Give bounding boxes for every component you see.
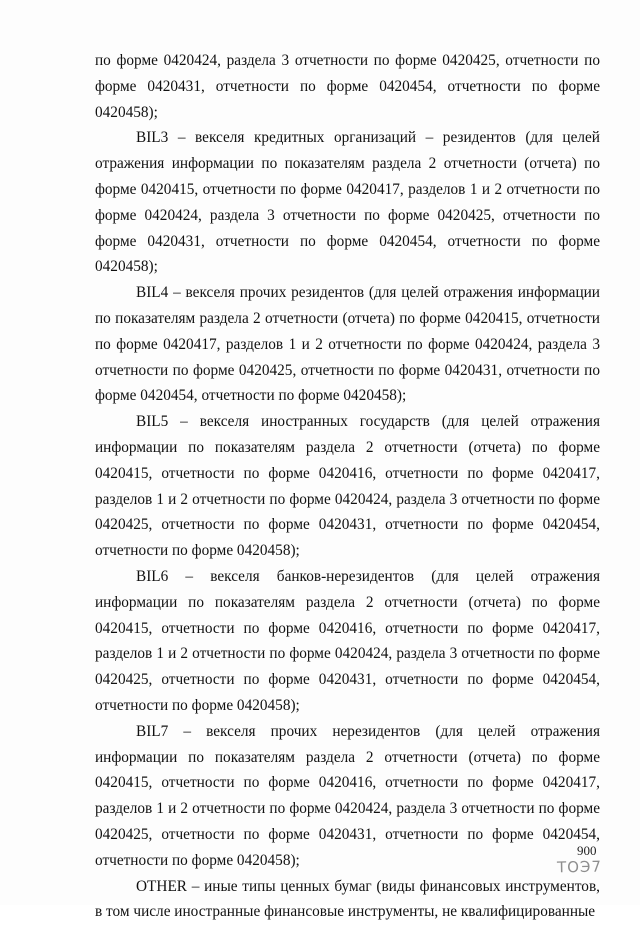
paragraph-bil6: BIL6 – векселя банков-нерезидентов (для целей отражения информации по показателям раздела 2 отчетности (отчета) по форме 0420415, отчетности по форме 0420416, отчетности по форме 0420417, разделов 1 и 2 отчетности по форме 0420424, раздела 3 отчетности по форме 0420425, отчетности по форме 0420431, отчетности по форме 0420454, отчетности по форме 0420458);	[95, 564, 600, 719]
paragraph-bil5: BIL5 – векселя иностранных государств (для целей отражения информации по показателям раздела 2 отчетности (отчета) по форме 0420415, отчетности по форме 0420416, отчетности по форме 0420417, разделов 1 и 2 отчетности по форме 0420424, раздела 3 отчетности по форме 0420425, отчетности по форме 0420431, отчетности по форме 0420454, отчетности по форме 0420458);	[95, 409, 600, 564]
document-body	[95, 48, 600, 925]
page-number: 900	[577, 843, 597, 859]
paragraph-bil7: BIL7 – векселя прочих нерезидентов (для целей отражения информации по показателям раздела 2 отчетности (отчета) по форме 0420415, отчетности по форме 0420416, отчетности по форме 0420417, разделов 1 и 2 отчетности по форме 0420424, раздела 3 отчетности по форме 0420425, отчетности по форме 0420431, отчетности по форме 0420454, отчетности по форме 0420458);	[95, 719, 600, 874]
paragraph-other: OTHER – иные типы ценных бумаг (виды финансовых инструментов, в том числе иностранные финансовые инструменты, не квалифицированные	[95, 874, 600, 925]
paragraph-bil3: BIL3 – векселя кредитных организаций – резидентов (для целей отражения информации по показателям раздела 2 отчетности (отчета) по форме 0420415, отчетности по форме 0420417, разделов 1 и 2 отчетности по форме 0420424, раздела 3 отчетности по форме 0420425, отчетности по форме 0420431, отчетности по форме 0420454, отчетности по форме 0420458);	[95, 125, 600, 280]
page-stamp: ТОЭ7	[557, 858, 602, 877]
paragraph-bil4: BIL4 – векселя прочих резидентов (для целей отражения информации по показателям раздела 2 отчетности (отчета) по форме 0420415, отчетности по форме 0420417, разделов 1 и 2 отчетности по форме 0420424, раздела 3 отчетности по форме 0420425, отчетности по форме 0420431, отчетности по форме 0420454, отчетности по форме 0420458);	[95, 280, 600, 409]
paragraph-continuation: по форме 0420424, раздела 3 отчетности по форме 0420425, отчетности по форме 0420431, отчетности по форме 0420454, отчетности по форме 0420458);	[95, 48, 600, 125]
